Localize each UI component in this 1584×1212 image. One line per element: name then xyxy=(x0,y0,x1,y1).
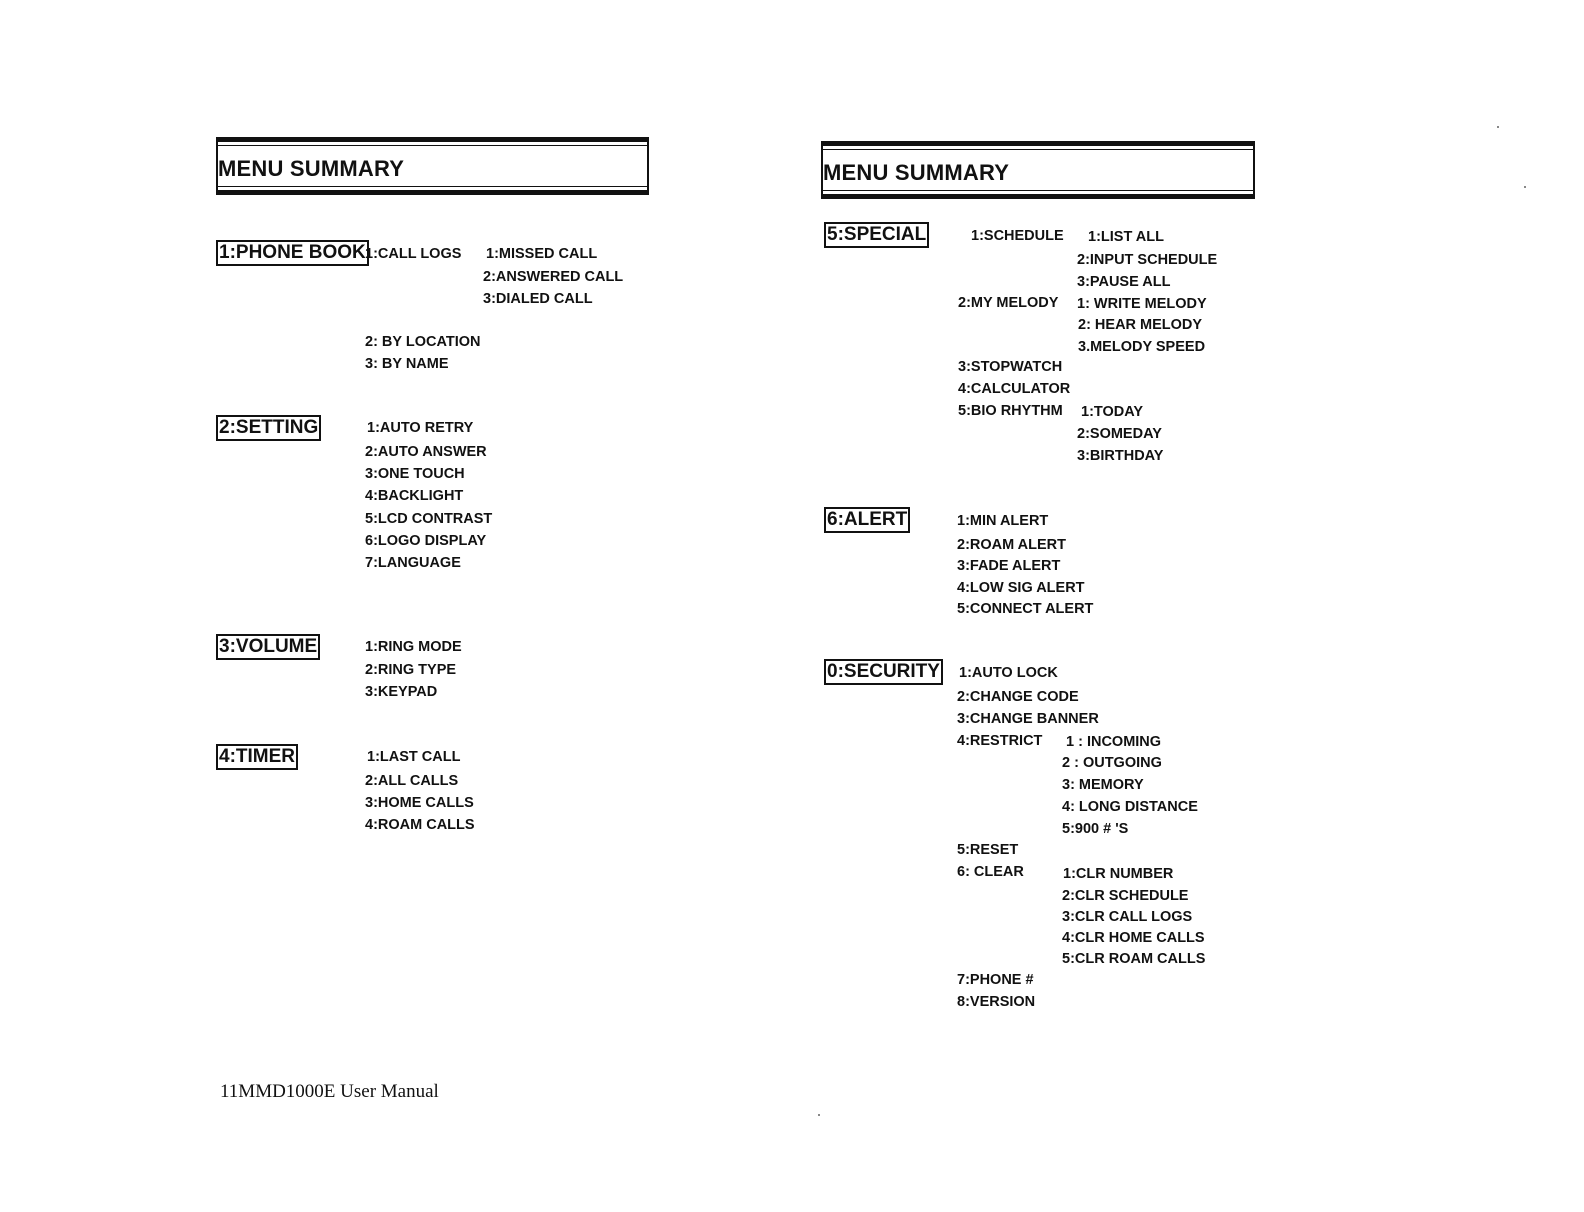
item-roam-alert: 2:ROAM ALERT xyxy=(957,537,1067,553)
item-roam-calls: 4:ROAM CALLS xyxy=(365,817,475,833)
subitem-pause-all: 3:PAUSE ALL xyxy=(1077,274,1171,290)
subitem-long-distance: 4: LONG DISTANCE xyxy=(1062,799,1198,815)
subitem-clr-number: 1:CLR NUMBER xyxy=(1063,866,1174,882)
subitem-list-all: 1:LIST ALL xyxy=(1088,229,1164,245)
scan-speck xyxy=(1497,126,1499,128)
item-my-melody: 2:MY MELODY xyxy=(958,295,1059,311)
subitem-dialed-call: 3:DIALED CALL xyxy=(483,291,593,307)
subitem-someday: 2:SOMEDAY xyxy=(1077,426,1162,442)
subitem-hear-melody: 2: HEAR MELODY xyxy=(1078,317,1203,333)
item-calculator: 4:CALCULATOR xyxy=(958,381,1071,397)
subitem-memory: 3: MEMORY xyxy=(1062,777,1144,793)
item-last-call: 1:LAST CALL xyxy=(367,749,461,765)
item-auto-answer: 2:AUTO ANSWER xyxy=(365,444,487,460)
subitem-clr-roam-calls: 5:CLR ROAM CALLS xyxy=(1062,951,1206,967)
subitem-900: 5:900 # 'S xyxy=(1062,821,1129,837)
item-ring-type: 2:RING TYPE xyxy=(365,662,457,678)
item-ring-mode: 1:RING MODE xyxy=(365,639,462,655)
item-phone-number: 7:PHONE # xyxy=(957,972,1034,988)
section-volume: 3:VOLUME xyxy=(216,634,320,660)
item-min-alert: 1:MIN ALERT xyxy=(957,513,1049,529)
section-security: 0:SECURITY xyxy=(824,659,943,685)
item-by-location: 2: BY LOCATION xyxy=(365,334,481,350)
subitem-clr-call-logs: 3:CLR CALL LOGS xyxy=(1062,909,1193,925)
subitem-outgoing: 2 : OUTGOING xyxy=(1062,755,1162,771)
subitem-birthday: 3:BIRTHDAY xyxy=(1077,448,1164,464)
item-connect-alert: 5:CONNECT ALERT xyxy=(957,601,1094,617)
scan-speck xyxy=(818,1114,820,1116)
subitem-melody-speed: 3.MELODY SPEED xyxy=(1078,339,1206,355)
item-bio-rhythm: 5:BIO RHYTHM xyxy=(958,403,1063,419)
item-change-code: 2:CHANGE CODE xyxy=(957,689,1079,705)
page-footer: 11MMD1000E User Manual xyxy=(220,1081,439,1102)
item-schedule: 1:SCHEDULE xyxy=(971,228,1064,244)
subitem-clr-schedule: 2:CLR SCHEDULE xyxy=(1062,888,1189,904)
item-logo-display: 6:LOGO DISPLAY xyxy=(365,533,487,549)
subitem-missed-call: 1:MISSED CALL xyxy=(486,246,598,262)
item-restrict: 4:RESTRICT xyxy=(957,733,1043,749)
item-auto-lock: 1:AUTO LOCK xyxy=(959,665,1058,681)
item-stopwatch: 3:STOPWATCH xyxy=(958,359,1063,375)
section-special: 5:SPECIAL xyxy=(824,222,929,248)
item-low-sig-alert: 4:LOW SIG ALERT xyxy=(957,580,1085,596)
section-phone-book: 1:PHONE BOOK xyxy=(216,240,369,266)
item-one-touch: 3:ONE TOUCH xyxy=(365,466,465,482)
section-timer: 4:TIMER xyxy=(216,744,298,770)
left-page-title: MENU SUMMARY xyxy=(218,156,405,181)
section-alert: 6:ALERT xyxy=(824,507,910,533)
item-fade-alert: 3:FADE ALERT xyxy=(957,558,1061,574)
item-keypad: 3:KEYPAD xyxy=(365,684,438,700)
section-setting: 2:SETTING xyxy=(216,415,321,441)
item-change-banner: 3:CHANGE BANNER xyxy=(957,711,1099,727)
item-language: 7:LANGUAGE xyxy=(365,555,461,571)
item-backlight: 4:BACKLIGHT xyxy=(365,488,464,504)
item-lcd-contrast: 5:LCD CONTRAST xyxy=(365,511,493,527)
item-all-calls: 2:ALL CALLS xyxy=(365,773,459,789)
subitem-incoming: 1 : INCOMING xyxy=(1066,734,1162,750)
subitem-input-schedule: 2:INPUT SCHEDULE xyxy=(1077,252,1218,268)
right-title-box xyxy=(821,141,1255,199)
item-reset: 5:RESET xyxy=(957,842,1019,858)
item-version: 8:VERSION xyxy=(957,994,1036,1010)
item-home-calls: 3:HOME CALLS xyxy=(365,795,474,811)
subitem-today: 1:TODAY xyxy=(1081,404,1144,420)
item-by-name: 3: BY NAME xyxy=(365,356,449,372)
item-call-logs: 1:CALL LOGS xyxy=(365,246,462,262)
left-title-box xyxy=(216,137,649,195)
item-clear: 6: CLEAR xyxy=(957,864,1024,880)
right-page-title: MENU SUMMARY xyxy=(823,160,1010,185)
item-auto-retry: 1:AUTO RETRY xyxy=(367,420,474,436)
subitem-write-melody: 1: WRITE MELODY xyxy=(1077,296,1207,312)
subitem-clr-home-calls: 4:CLR HOME CALLS xyxy=(1062,930,1205,946)
subitem-answered-call: 2:ANSWERED CALL xyxy=(483,269,624,285)
scan-speck xyxy=(1524,186,1526,188)
